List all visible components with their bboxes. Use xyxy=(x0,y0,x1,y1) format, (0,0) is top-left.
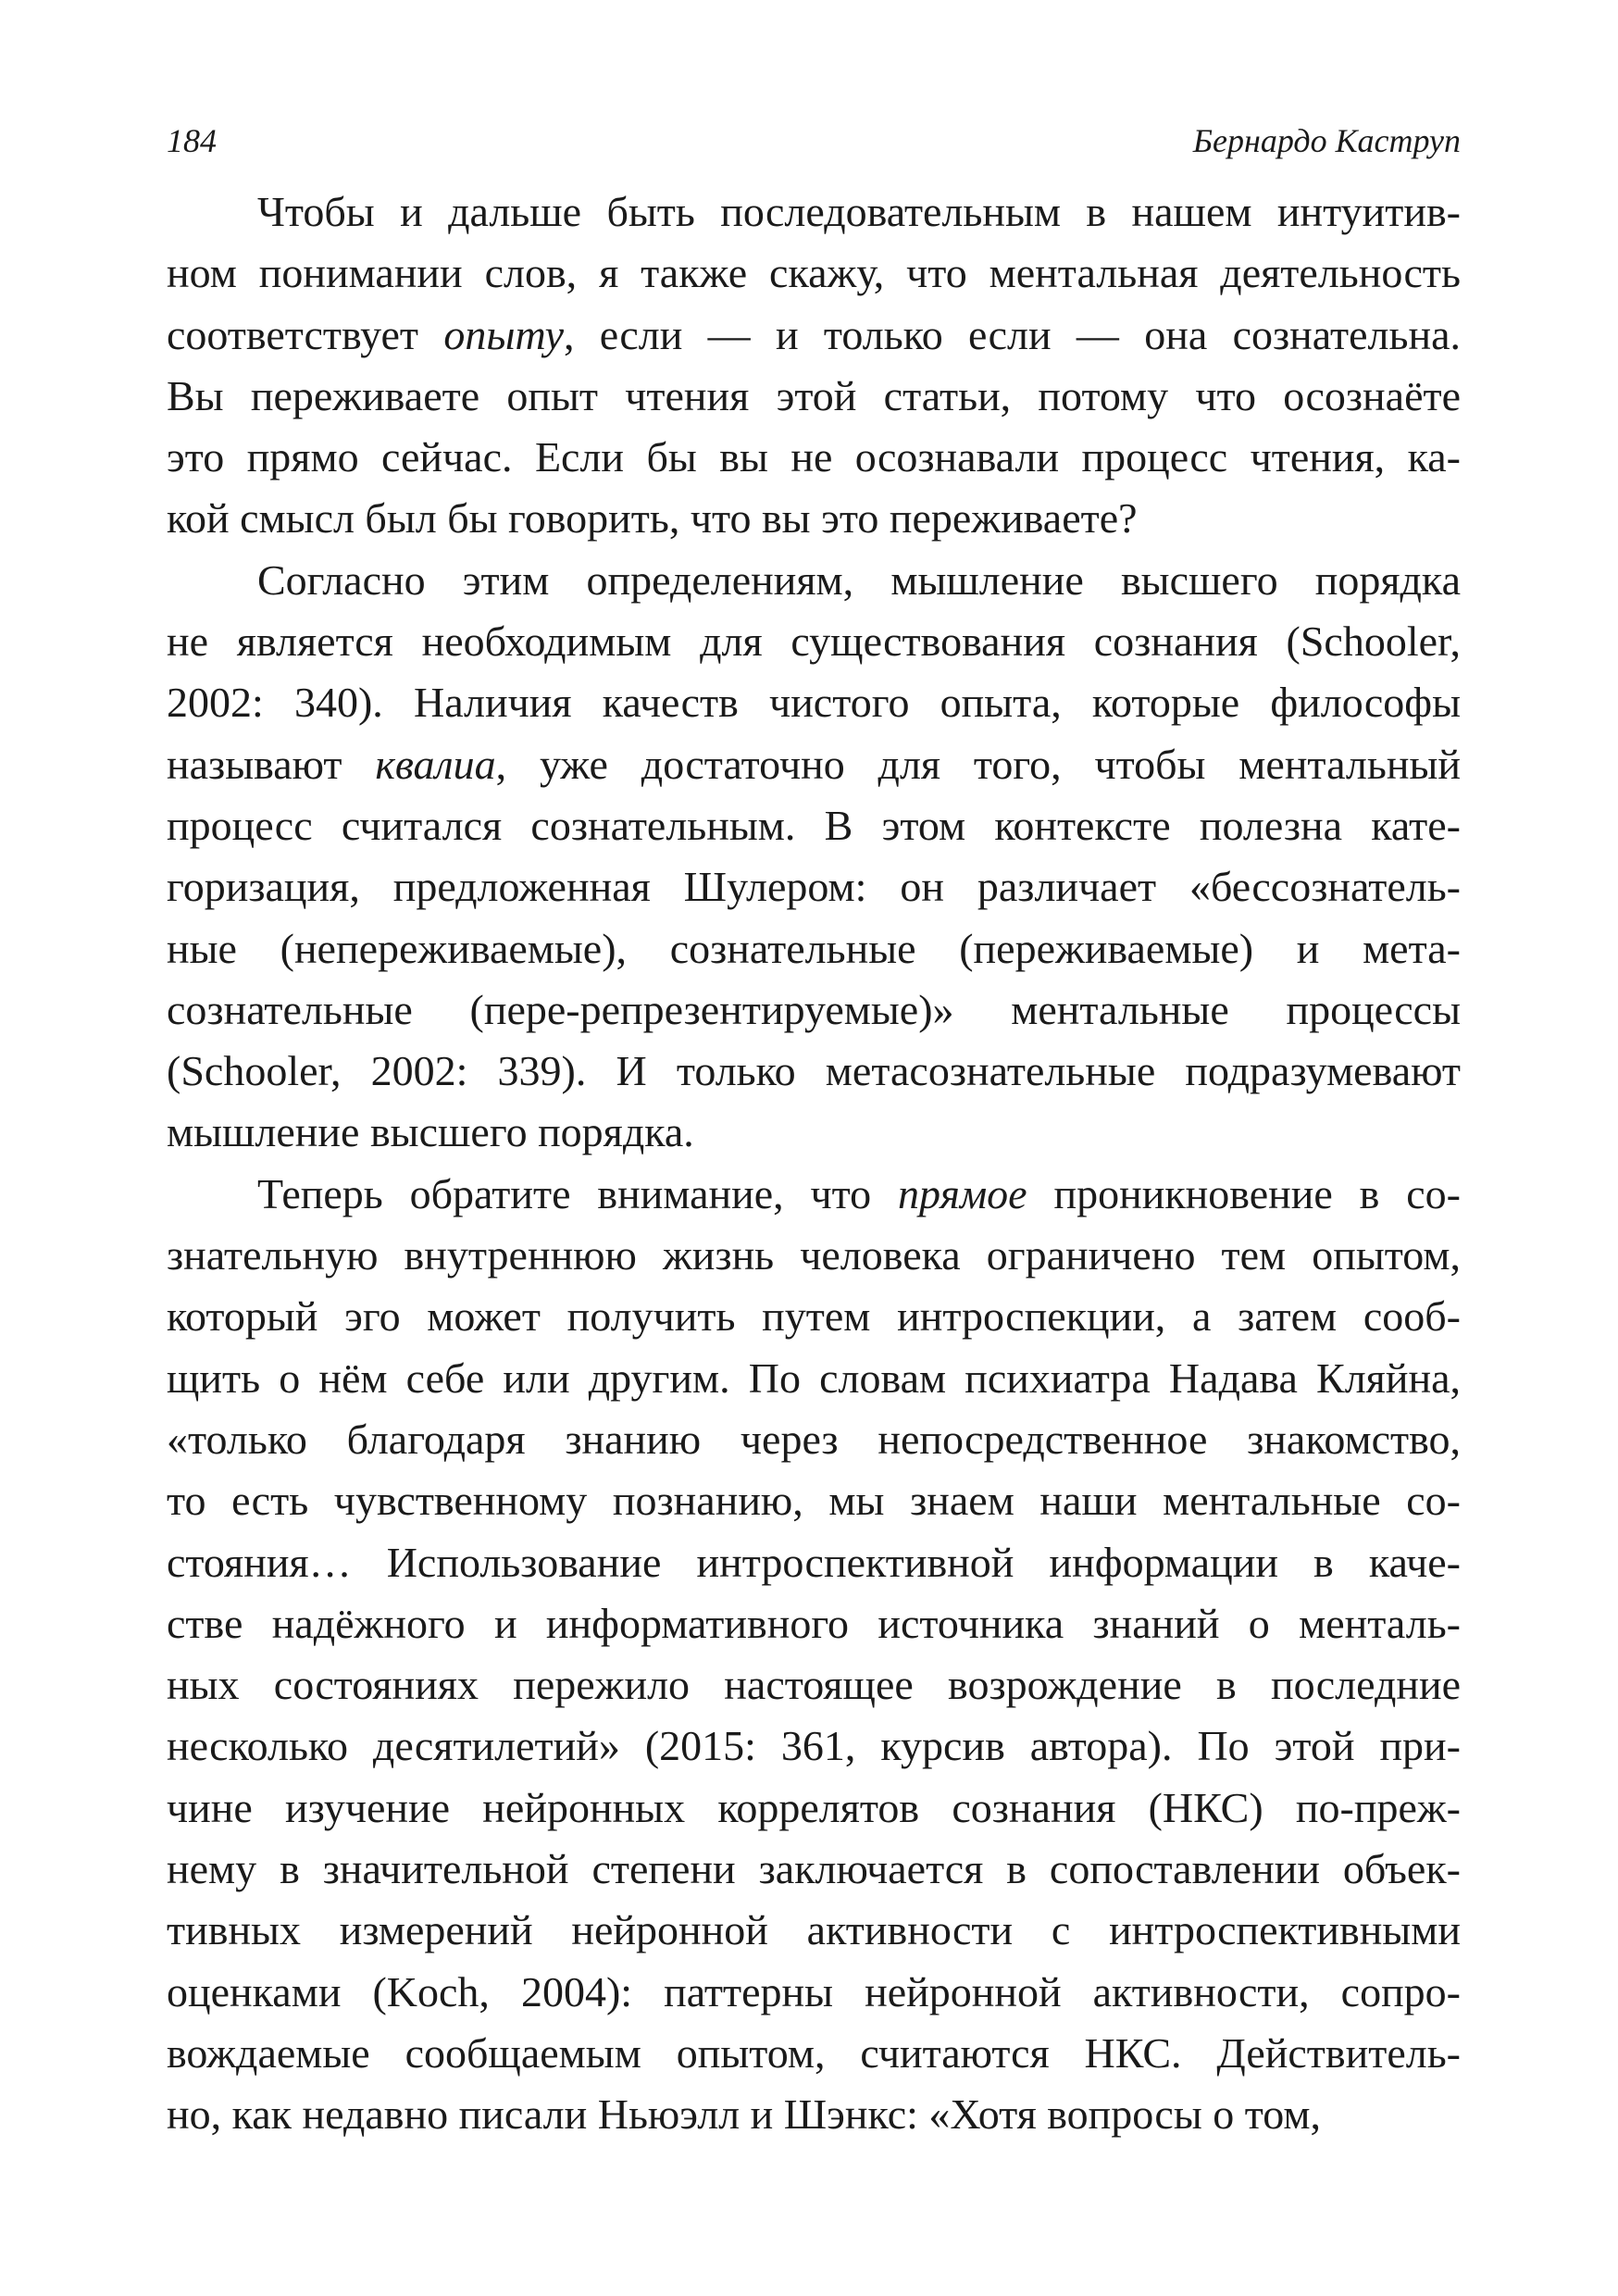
text-line xyxy=(167,918,1461,980)
text-run: кой смысл был бы говорить, что вы это переживаете? xyxy=(167,494,1138,543)
text-line xyxy=(167,1470,1461,1531)
text-run: (Schooler, 2002: 339). И только метасознательные подразумевают xyxy=(167,1047,1461,1095)
text-line xyxy=(167,1348,1461,1409)
text-run: ных состояниях пережило настоящее возрождение в последние xyxy=(167,1661,1461,1709)
text-line xyxy=(167,243,1461,304)
text-run: соответствует xyxy=(167,310,444,358)
text-run: Теперь обратите внимание, что xyxy=(257,1169,899,1217)
text-run: не является необходимым для существования сознания (Schooler, xyxy=(167,618,1461,666)
text-line xyxy=(167,1532,1461,1593)
running-head xyxy=(167,113,1461,168)
text-line xyxy=(167,366,1461,427)
text-run: Чтобы и дальше быть последовательным в нашем интуитив- xyxy=(257,188,1461,235)
running-title: Бернардо Каструп xyxy=(1192,122,1461,159)
text-run: щить о нём себе или другим. По словам психиатра Надава Кляйна, xyxy=(167,1354,1461,1402)
text-line xyxy=(167,611,1461,672)
text-run: сознательные (пере-репрезентируемые)» ментальные процессы xyxy=(167,985,1461,1033)
text-line xyxy=(167,1593,1461,1654)
text-line xyxy=(167,550,1461,611)
text-line xyxy=(167,734,1461,795)
text-line xyxy=(167,1716,1461,1777)
paragraph-3 xyxy=(167,1164,1461,2146)
text-line xyxy=(167,1839,1461,1900)
text-run: ные (непереживаемые), сознательные (переживаемые) и мета- xyxy=(167,924,1461,972)
text-line xyxy=(167,1778,1461,1839)
text-run: тивных измерений нейронной активности с интроспективными xyxy=(167,1906,1461,1954)
text-line xyxy=(167,305,1461,366)
text-line xyxy=(167,2084,1461,2145)
text-run: называют xyxy=(167,740,376,788)
text-run: это прямо сейчас. Если бы вы не осознавали процесс чтения, ка- xyxy=(167,433,1461,481)
text-line xyxy=(167,795,1461,856)
text-run: вождаемые сообщаемым опытом, считаются НКС. Действитель- xyxy=(167,2028,1461,2077)
text-run: Согласно этим определениям, мышление высшего порядка xyxy=(257,555,1461,604)
text-run: горизация, предложенная Шулером: он различает «бессознатель- xyxy=(167,863,1461,911)
text-run: , если — и только если — она сознательна. xyxy=(564,310,1461,358)
text-line xyxy=(167,856,1461,917)
text-run: мышление высшего порядка. xyxy=(167,1108,694,1156)
text-run: проникновение в со- xyxy=(1027,1169,1461,1217)
text-run: , уже достаточно для того, чтобы ментальный xyxy=(495,740,1461,788)
text-line xyxy=(167,1164,1461,1225)
text-line xyxy=(167,2023,1461,2084)
text-line xyxy=(167,181,1461,243)
text-line xyxy=(167,1654,1461,1716)
page-number: 184 xyxy=(167,122,217,159)
text-run: ном понимании слов, я также скажу, что ментальная деятельность xyxy=(167,249,1461,297)
italic-term: квалиа xyxy=(375,740,496,788)
text-line xyxy=(167,1102,1461,1163)
italic-term: прямое xyxy=(898,1169,1027,1217)
text-line xyxy=(167,1225,1461,1286)
text-run: процесс считался сознательным. В этом контексте полезна кате- xyxy=(167,801,1461,849)
text-run: стве надёжного и информативного источника знаний о менталь- xyxy=(167,1599,1461,1647)
text-run: который эго может получить путем интроспекции, а затем сооб- xyxy=(167,1292,1461,1341)
text-line xyxy=(167,980,1461,1041)
paragraph-1 xyxy=(167,181,1461,550)
text-run: оценками (Koch, 2004): паттерны нейронной активности, сопро- xyxy=(167,1967,1461,2015)
text-run: несколько десятилетий» (2015: 361, курсив автора). По этой при- xyxy=(167,1722,1461,1770)
text-line xyxy=(167,672,1461,733)
text-run: стояния… Использование интроспективной информации в каче- xyxy=(167,1538,1461,1586)
text-run: 2002: 340). Наличия качеств чистого опыта, которые философы xyxy=(167,679,1461,727)
text-run: чине изучение нейронных коррелятов сознания (НКС) по-преж- xyxy=(167,1783,1461,1831)
text-line xyxy=(167,1962,1461,2023)
text-run: Вы переживаете опыт чтения этой статьи, потому что осознаёте xyxy=(167,371,1461,419)
text-line xyxy=(167,1900,1461,1961)
text-run: нему в значительной степени заключается в сопоставлении объек- xyxy=(167,1845,1461,1893)
paragraph-2 xyxy=(167,550,1461,1164)
text-line xyxy=(167,1409,1461,1470)
text-line xyxy=(167,488,1461,549)
text-line xyxy=(167,1286,1461,1347)
italic-term: опыту xyxy=(443,310,564,358)
text-run: «только благодаря знанию через непосредственное знакомство, xyxy=(167,1415,1461,1463)
text-run: то есть чувственному познанию, мы знаем наши ментальные со- xyxy=(167,1477,1461,1525)
text-run: но, как недавно писали Ньюэлл и Шэнкс: «Хотя вопросы о том, xyxy=(167,2090,1321,2139)
text-line xyxy=(167,427,1461,488)
text-line xyxy=(167,1041,1461,1102)
body-text xyxy=(167,181,1461,2146)
text-run: знательную внутреннюю жизнь человека ограничено тем опытом, xyxy=(167,1231,1461,1279)
